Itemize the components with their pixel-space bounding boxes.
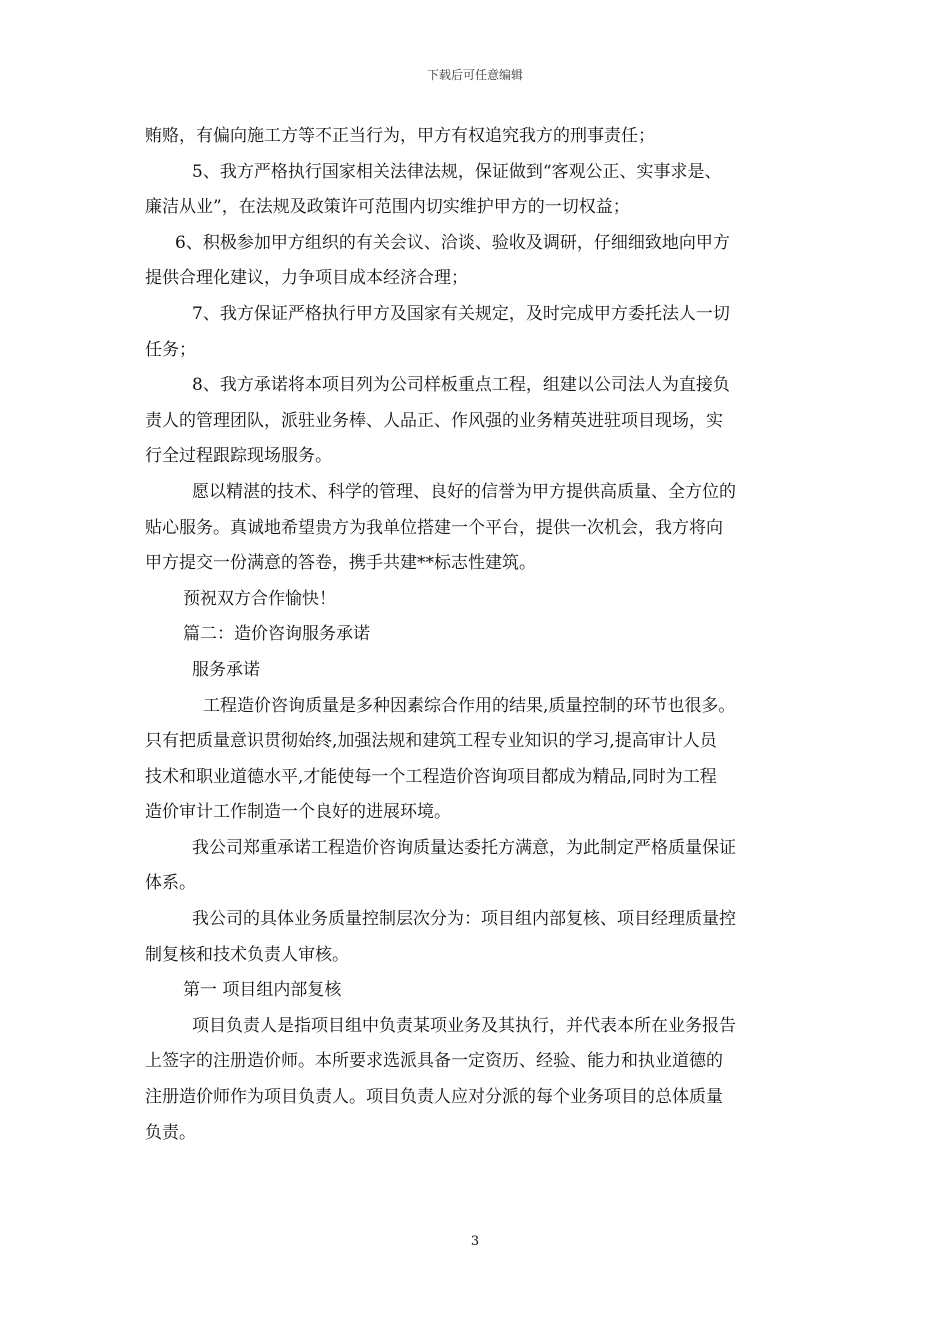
text-line: 我公司的具体业务质量控制层次分为：项目组内部复核、项目经理质量控 bbox=[192, 909, 736, 930]
text-line: 项目负责人是指项目组中负责某项业务及其执行，并代表本所在业务报告 bbox=[192, 1015, 736, 1036]
text-line: 技术和职业道德水平,才能使每一个工程造价咨询项目都成为精品,同时为工程 bbox=[145, 766, 717, 787]
text-line: 贴心服务。真诚地希望贵方为我单位搭建一个平台，提供一次机会，我方将向 bbox=[145, 517, 723, 538]
text-line: 任务； bbox=[145, 339, 196, 360]
text-line: 上签字的注册造价师。本所要求选派具备一定资历、经验、能力和执业道德的 bbox=[145, 1051, 723, 1072]
text-line: 行全过程跟踪现场服务。 bbox=[145, 446, 332, 467]
page-header: 下载后可任意编辑 bbox=[426, 68, 523, 82]
text-line: 只有把质量意识贯彻始终,加强法规和建筑工程专业知识的学习,提高审计人员 bbox=[145, 731, 717, 752]
text-line: 6、积极参加甲方组织的有关会议、洽谈、验收及调研，仔细细致地向甲方 bbox=[175, 232, 730, 253]
text-line: 廉洁从业”，在法规及政策许可范围内切实维护甲方的一切权益； bbox=[145, 197, 630, 218]
text-line: 第一 项目组内部复核 bbox=[183, 980, 342, 1001]
text-line: 我公司郑重承诺工程造价咨询质量达委托方满意，为此制定严格质量保证 bbox=[192, 837, 736, 858]
text-line: 7、我方保证严格执行甲方及国家有关规定，及时完成甲方委托法人一切 bbox=[192, 303, 730, 324]
text-line: 制复核和技术负责人审核。 bbox=[145, 944, 349, 965]
text-line: 负责。 bbox=[145, 1122, 196, 1143]
text-line: 篇二：造价咨询服务承诺 bbox=[183, 624, 370, 645]
text-line: 造价审计工作制造一个良好的进展环境。 bbox=[145, 802, 451, 823]
document-body bbox=[145, 119, 810, 1151]
text-line: 服务承诺 bbox=[192, 659, 260, 680]
text-line: 甲方提交一份满意的答卷，携手共建**标志性建筑。 bbox=[145, 553, 536, 574]
text-line: 体系。 bbox=[145, 873, 196, 894]
text-line: 注册造价师作为项目负责人。项目负责人应对分派的每个业务项目的总体质量 bbox=[145, 1087, 723, 1108]
text-line: 8、我方承诺将本项目列为公司样板重点工程，组建以公司法人为直接负 bbox=[192, 375, 730, 396]
text-line: 贿赂，有偏向施工方等不正当行为，甲方有权追究我方的刑事责任； bbox=[145, 126, 655, 146]
text-line: 愿以精湛的技术、科学的管理、良好的信誉为甲方提供高质量、全方位的 bbox=[192, 481, 736, 502]
text-line: 5、我方严格执行国家相关法律法规，保证做到“客观公正、实事求是、 bbox=[192, 161, 722, 182]
text-line: 提供合理化建议，力争项目成本经济合理； bbox=[145, 268, 468, 289]
text-line: 预祝双方合作愉快！ bbox=[183, 588, 336, 609]
page-number: 3 bbox=[470, 1234, 480, 1249]
text-line: 工程造价咨询质量是多种因素综合作用的结果,质量控制的环节也很多。 bbox=[203, 695, 736, 716]
text-line: 责人的管理团队，派驻业务棒、人品正、作风强的业务精英进驻项目现场，实 bbox=[145, 410, 723, 431]
